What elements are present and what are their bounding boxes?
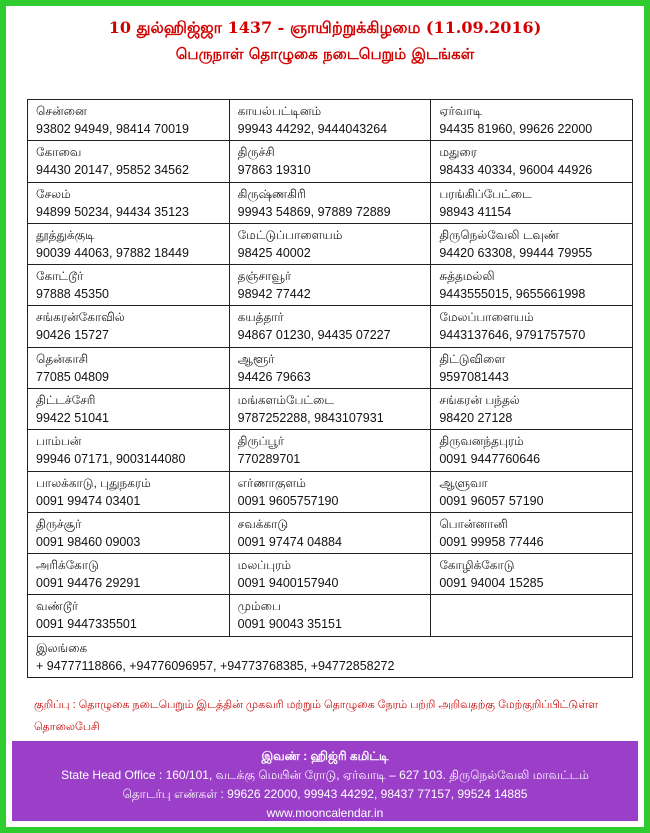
location-name: மங்களம்பேட்டை <box>237 392 334 407</box>
location-cell <box>431 306 633 347</box>
location-name: சுத்தமல்லி <box>439 269 495 284</box>
location-cell <box>229 223 431 264</box>
location-name: மேட்டுப்பாளையம் <box>237 227 343 242</box>
location-cell <box>229 141 431 182</box>
location-cell-srilanka <box>28 636 633 677</box>
location-cell <box>431 141 633 182</box>
location-name: திட்டுவிளை <box>439 351 506 366</box>
location-cell <box>431 347 633 388</box>
location-name: மேலப்பாளையம் <box>439 310 534 325</box>
location-name: திருச்சி <box>237 145 275 160</box>
location-name: எர்ணாகுளம் <box>237 475 306 490</box>
location-name: தூத்துக்குடி <box>36 227 95 242</box>
location-phones: 94867 01230, 94435 07227 <box>237 328 391 343</box>
location-phones: 0091 90043 35151 <box>237 617 342 632</box>
location-name: திருவனந்தபுரம் <box>439 434 524 449</box>
location-name: இலங்கை <box>36 640 88 655</box>
table-row <box>28 141 633 182</box>
prayer-locations-body <box>28 100 633 678</box>
location-cell <box>229 430 431 471</box>
location-name: சேலம் <box>36 186 71 201</box>
location-phones: 9787252288, 9843107931 <box>237 410 384 425</box>
location-name: அரிக்கோடு <box>36 558 99 573</box>
location-name: சென்னை <box>36 104 87 118</box>
location-phones: 99943 54869, 97889 72889 <box>237 204 391 219</box>
location-name: மதுரை <box>439 145 477 160</box>
location-phones: 0091 99958 77446 <box>439 534 544 549</box>
location-name: கோழிக்கோடு <box>439 558 515 573</box>
location-name: தென்காசி <box>36 351 89 366</box>
location-name: சங்கரன்கோவில் <box>36 310 125 325</box>
location-cell <box>431 388 633 429</box>
location-cell <box>28 223 230 264</box>
location-cell <box>229 182 431 223</box>
note-line-1: குறிப்பு : தொழுகை நடைபெறும் இடத்தின் முகவரி மற்றும் தொழுகை நேரம் பற்றி அறிவதற்கு மேற்குறிப்பிட்டுள்ள தொலைபேசி <box>34 699 599 733</box>
location-name: பொன்னானி <box>439 516 508 531</box>
location-phones: 0091 9447335501 <box>36 617 137 632</box>
location-cell <box>431 223 633 264</box>
location-cell <box>229 595 431 636</box>
location-phones: 770289701 <box>237 452 301 467</box>
location-cell <box>28 347 230 388</box>
location-phones: 9597081443 <box>439 369 509 384</box>
location-cell <box>28 595 230 636</box>
location-cell <box>431 554 633 595</box>
footer-address: State Head Office : 160/101, வடக்கு மெயின் ரோடு, ஏர்வாடி – 627 103. திருநெல்வேலி மாவட்டம் <box>61 768 589 782</box>
location-phones: 0091 98460 09003 <box>36 534 141 549</box>
table-row <box>28 430 633 471</box>
location-phones: 0091 94476 29291 <box>36 576 141 591</box>
location-name: காயல்பட்டினம் <box>237 104 322 118</box>
location-cell <box>229 512 431 553</box>
location-phones: 94435 81960, 99626 22000 <box>439 122 593 136</box>
header <box>12 18 638 64</box>
location-cell <box>229 554 431 595</box>
location-phones: 99943 44292, 9444043264 <box>237 122 388 136</box>
location-cell <box>431 512 633 553</box>
footer-website: www.mooncalendar.in <box>266 806 384 820</box>
location-cell <box>229 100 431 141</box>
location-name: பரங்கிப்பேட்டை <box>439 186 532 201</box>
location-name: கோட்டூர் <box>36 269 84 284</box>
location-phones: 94426 79663 <box>237 369 311 384</box>
location-cell <box>28 100 230 141</box>
location-name: திருச்சூர் <box>36 516 82 531</box>
table-row <box>28 265 633 306</box>
location-cell <box>431 430 633 471</box>
prayer-locations-table <box>27 99 633 678</box>
location-name: பாம்பன் <box>36 434 82 449</box>
location-phones: 0091 97474 04884 <box>237 534 342 549</box>
location-phones: 94430 20147, 95852 34562 <box>36 163 189 178</box>
location-phones: 90039 44063, 97882 18449 <box>36 245 189 260</box>
page-title: 10 துல்ஹிஜ்ஜா 1437 - ஞாயிற்றுக்கிழமை (11.09.2016) <box>108 18 542 37</box>
location-phones: 93802 94949, 98414 70019 <box>36 122 189 136</box>
empty-cell <box>431 595 633 636</box>
location-cell <box>28 512 230 553</box>
location-name: திட்டச்சேரி <box>36 392 96 407</box>
location-cell <box>229 265 431 306</box>
location-cell <box>28 471 230 512</box>
location-cell <box>28 554 230 595</box>
location-phones: 97863 19310 <box>237 163 311 178</box>
location-cell <box>28 430 230 471</box>
location-cell <box>229 471 431 512</box>
location-name: சங்கரன் பந்தல் <box>439 392 520 407</box>
location-phones: 9443555015, 9655661998 <box>439 287 586 302</box>
location-phones: 98942 77442 <box>237 287 311 302</box>
table-row <box>28 471 633 512</box>
location-name: ஏர்வாடி <box>439 104 483 118</box>
table-row <box>28 595 633 636</box>
location-phones: 98420 27128 <box>439 410 513 425</box>
location-cell <box>229 347 431 388</box>
location-cell <box>431 100 633 141</box>
page-subtitle: பெருநாள் தொழுகை நடைபெறும் இடங்கள் <box>175 45 475 63</box>
location-cell <box>229 388 431 429</box>
location-name: தஞ்சாவூர் <box>237 269 292 284</box>
location-phones: 90426 15727 <box>36 328 109 343</box>
location-name: கயத்தார் <box>237 310 284 325</box>
location-phones: 94899 50234, 94434 35123 <box>36 204 189 219</box>
location-name: ஆளுவா <box>439 475 488 490</box>
table-row-srilanka <box>28 636 633 677</box>
location-name: திருநெல்வேலி டவுண் <box>439 227 560 242</box>
location-phones: 98425 40002 <box>237 245 311 260</box>
location-phones: 94420 63308, 99444 79955 <box>439 245 593 260</box>
location-phones: 99422 51041 <box>36 410 109 425</box>
location-phones: 9443137646, 9791757570 <box>439 328 586 343</box>
table-row <box>28 100 633 141</box>
location-phones: 99946 07171, 9003144080 <box>36 452 186 467</box>
location-name: வண்டூர் <box>36 599 79 614</box>
footer-contacts: தொடர்பு எண்கள் : 99626 22000, 99943 44292, 98437 77157, 99524 14885 <box>122 787 528 801</box>
location-phones: 98943 41154 <box>439 204 512 219</box>
location-phones: 0091 96057 57190 <box>439 493 544 508</box>
location-cell <box>28 141 230 182</box>
location-name: கோவை <box>36 145 82 160</box>
location-phones: 0091 94004 15285 <box>439 576 544 591</box>
table-row <box>28 306 633 347</box>
table-row <box>28 388 633 429</box>
footer <box>12 741 638 821</box>
location-name: மலப்புரம் <box>237 558 291 573</box>
table-row <box>28 554 633 595</box>
location-cell <box>28 182 230 223</box>
location-name: கிருஷ்ணகிரி <box>237 186 306 201</box>
location-cell <box>431 182 633 223</box>
table-row <box>28 182 633 223</box>
location-name: ஆளூர் <box>237 351 275 366</box>
location-cell <box>431 471 633 512</box>
location-name: பாலக்காடு, புதுநகரம் <box>36 475 151 490</box>
location-phones: 0091 9605757190 <box>237 493 339 508</box>
location-phones: + 94777118866, +94776096957, +94773768385, +94772858272 <box>36 658 395 673</box>
location-phones: 98433 40334, 96004 44926 <box>439 163 593 178</box>
table-row <box>28 223 633 264</box>
location-name: திருப்பூர் <box>237 434 284 449</box>
location-phones: 0091 9400157940 <box>237 576 339 591</box>
location-cell <box>229 306 431 347</box>
location-cell <box>431 265 633 306</box>
table-row <box>28 347 633 388</box>
location-cell <box>28 388 230 429</box>
table-row <box>28 512 633 553</box>
footer-org: இவண் : ஹிஜ்ரி கமிட்டி <box>261 749 389 763</box>
location-cell <box>28 306 230 347</box>
location-phones: 97888 45350 <box>36 287 109 302</box>
location-cell <box>28 265 230 306</box>
location-phones: 0091 99474 03401 <box>36 493 141 508</box>
location-name: மும்பை <box>237 599 281 614</box>
location-phones: 0091 9447760646 <box>439 452 541 467</box>
location-name: சவக்காடு <box>237 516 289 531</box>
location-phones: 77085 04809 <box>36 369 109 384</box>
